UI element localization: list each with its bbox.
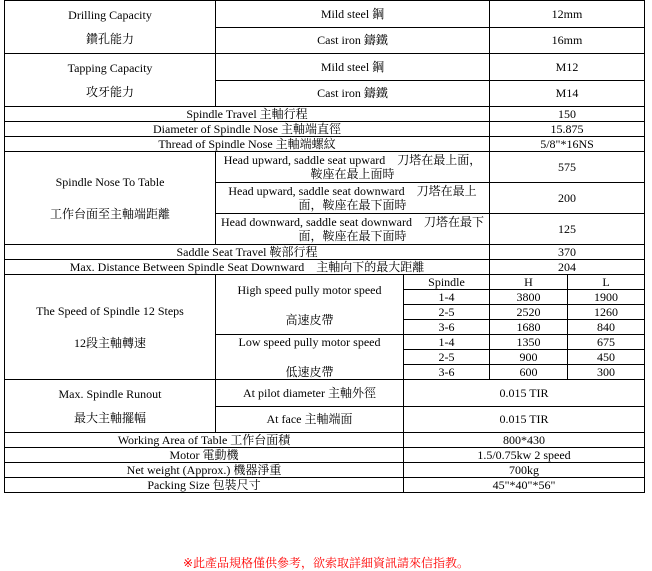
speed-spindle: 3-6	[404, 365, 490, 380]
drilling-cast-label: Cast iron 鑄鐵	[216, 27, 490, 54]
speed-l: 450	[568, 350, 645, 365]
nose-to-table-label: Spindle Nose To Table 工作台面至主軸端距離	[5, 152, 216, 245]
max-distance-label: Max. Distance Between Spindle Seat Downward 主軸向下的最大距離	[5, 260, 490, 275]
speed-l: 300	[568, 365, 645, 380]
speed-l: 1900	[568, 290, 645, 305]
nose-diameter-label: Diameter of Spindle Nose 主軸端直徑	[5, 122, 490, 137]
runout-row-1	[5, 380, 645, 407]
nose-to-table-value: 200	[490, 183, 645, 214]
drilling-mild-label: Mild steel 鋼	[216, 1, 490, 28]
spindle-travel-row	[5, 107, 645, 122]
max-distance-row	[5, 260, 645, 275]
drilling-cast-value: 16mm	[490, 27, 645, 54]
working-area-label: Working Area of Table 工作台面積	[5, 433, 404, 448]
net-weight-value: 700kg	[404, 463, 645, 478]
motor-row	[5, 448, 645, 463]
tapping-label: Tapping Capacity 攻牙能力	[5, 54, 216, 107]
speed-h: 1350	[490, 335, 568, 350]
runout-face-label: At face 主軸端面	[216, 406, 404, 433]
speed-spindle: 1-4	[404, 335, 490, 350]
disclaimer-note: ※此產品規格僅供參考，欲索取詳細資訊請來信指教。	[182, 556, 470, 570]
nose-diameter-row	[5, 122, 645, 137]
speed-h: 600	[490, 365, 568, 380]
speed-low-label: Low speed pully motor speed 低速皮帶	[216, 335, 404, 380]
working-area-row	[5, 433, 645, 448]
nose-thread-value: 5/8"*16NS	[490, 137, 645, 152]
speed-h: 3800	[490, 290, 568, 305]
net-weight-row	[5, 463, 645, 478]
nose-thread-row	[5, 137, 645, 152]
saddle-travel-row	[5, 245, 645, 260]
spec-table	[4, 0, 645, 493]
working-area-value: 800*430	[404, 433, 645, 448]
runout-label: Max. Spindle Runout 最大主軸擺幅	[5, 380, 216, 433]
speed-h: 1680	[490, 320, 568, 335]
speed-spindle: 2-5	[404, 305, 490, 320]
saddle-travel-label: Saddle Seat Travel 鞍部行程	[5, 245, 490, 260]
speed-l: 840	[568, 320, 645, 335]
speed-header-spindle: Spindle	[404, 275, 490, 290]
speed-label: The Speed of Spindle 12 Steps 12段主軸轉速	[5, 275, 216, 380]
nose-to-table-condition: Head upward, saddle seat upward 刀塔在最上面，鞍座在最上面時	[216, 152, 490, 183]
motor-value: 1.5/0.75kw 2 speed	[404, 448, 645, 463]
saddle-travel-value: 370	[490, 245, 645, 260]
nose-thread-label: Thread of Spindle Nose 主軸端螺紋	[5, 137, 490, 152]
nose-to-table-condition: Head downward, saddle seat downward 刀塔在最下面，鞍座在最下面時	[216, 214, 490, 245]
speed-header-l: L	[568, 275, 645, 290]
nose-to-table-row-1	[5, 152, 645, 183]
speed-l: 675	[568, 335, 645, 350]
net-weight-label: Net weight (Approx.) 機器淨重	[5, 463, 404, 478]
spindle-travel-value: 150	[490, 107, 645, 122]
speed-header-h: H	[490, 275, 568, 290]
packing-row	[5, 478, 645, 493]
max-distance-value: 204	[490, 260, 645, 275]
packing-value: 45"*40"*56"	[404, 478, 645, 493]
nose-to-table-condition: Head upward, saddle seat downward 刀塔在最上面，鞍座在最下面時	[216, 183, 490, 214]
drilling-mild-value: 12mm	[490, 1, 645, 28]
tapping-mild-label: Mild steel 鋼	[216, 54, 490, 81]
drilling-row-1	[5, 1, 645, 28]
runout-pilot-value: 0.015 TIR	[404, 380, 645, 407]
tapping-cast-label: Cast iron 鑄鐵	[216, 80, 490, 107]
nose-diameter-value: 15.875	[490, 122, 645, 137]
nose-to-table-value: 125	[490, 214, 645, 245]
runout-pilot-label: At pilot diameter 主軸外徑	[216, 380, 404, 407]
packing-label: Packing Size 包裝尺寸	[5, 478, 404, 493]
motor-label: Motor 電動機	[5, 448, 404, 463]
speed-high-label: High speed pully motor speed 高速皮帶	[216, 275, 404, 335]
speed-spindle: 2-5	[404, 350, 490, 365]
tapping-cast-value: M14	[490, 80, 645, 107]
drilling-label: Drilling Capacity 鑽孔能力	[5, 1, 216, 54]
tapping-row-1	[5, 54, 645, 81]
tapping-mild-value: M12	[490, 54, 645, 81]
speed-h: 900	[490, 350, 568, 365]
nose-to-table-value: 575	[490, 152, 645, 183]
speed-header-row	[5, 275, 645, 290]
runout-face-value: 0.015 TIR	[404, 406, 645, 433]
speed-h: 2520	[490, 305, 568, 320]
spindle-travel-label: Spindle Travel 主軸行程	[5, 107, 490, 122]
speed-l: 1260	[568, 305, 645, 320]
speed-spindle: 3-6	[404, 320, 490, 335]
speed-spindle: 1-4	[404, 290, 490, 305]
